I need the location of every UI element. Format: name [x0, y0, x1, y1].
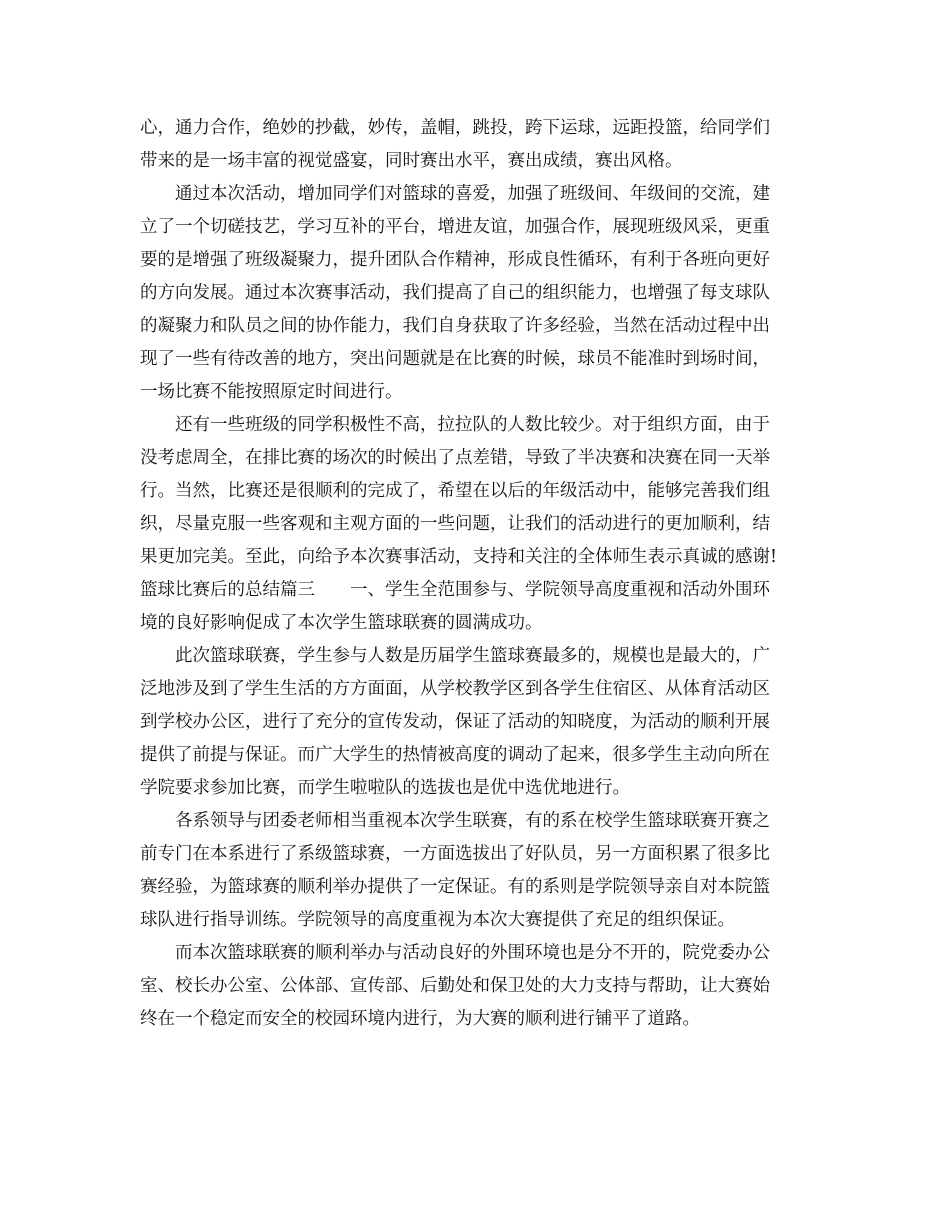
text-line: 学院要求参加比赛，而学生啦啦队的选拔也是优中选优地进行。: [140, 778, 630, 798]
text-line: 到学校办公区，进行了充分的宣传发动，保证了活动的知晓度，为活动的顺利开展: [140, 712, 770, 732]
text-line: 境的良好影响促成了本次学生篮球联赛的圆满成功。: [140, 613, 543, 633]
text-line: 果更加完美。至此，向给予本次赛事活动，支持和关注的全体师生表示真诚的感谢!: [140, 547, 778, 567]
text-line: 终在一个稳定而安全的校园环境内进行，为大赛的顺利进行铺平了道路。: [140, 1009, 700, 1029]
text-line: 提供了前提与保证。而广大学生的热情被高度的调动了起来，很多学生主动向所在: [140, 745, 770, 765]
text-line: 织，尽量克服一些客观和主观方面的一些问题，让我们的活动进行的更加顺利，结: [140, 514, 770, 534]
text-line: 室、校长办公室、公体部、宣传部、后勤处和保卫处的大力支持与帮助，让大赛始: [140, 976, 770, 996]
text-line: 还有一些班级的同学积极性不高，拉拉队的人数比较少。对于组织方面，由于: [140, 415, 770, 435]
text-line: 泛地涉及到了学生生活的方方面面，从学校教学区到各学生住宿区、从体育活动区: [140, 679, 770, 699]
text-line: 一场比赛不能按照原定时间进行。: [140, 382, 403, 402]
text-line: 各系领导与团委老师相当重视本次学生联赛，有的系在校学生篮球联赛开赛之: [140, 811, 770, 831]
text-line: 的方向发展。通过本次赛事活动，我们提高了自己的组织能力，也增强了每支球队: [140, 283, 770, 303]
text-line: 前专门在本系进行了系级篮球赛，一方面选拔出了好队员，另一方面积累了很多比: [140, 844, 770, 864]
text-line: 行。当然，比赛还是很顺利的完成了，希望在以后的年级活动中，能够完善我们组: [140, 481, 770, 501]
text-line: 的凝聚力和队员之间的协作能力，我们自身获取了许多经验，当然在活动过程中出: [140, 316, 770, 336]
text-line: 没考虑周全，在排比赛的场次的时候出了点差错，导致了半决赛和决赛在同一天举: [140, 448, 770, 468]
text-line: 而本次篮球联赛的顺利举办与活动良好的外围环境也是分不开的，院党委办公: [140, 943, 770, 963]
document-body-text: [140, 112, 820, 1036]
text-line: 赛经验，为篮球赛的顺利举办提供了一定保证。有的系则是学院领导亲自对本院篮: [140, 877, 770, 897]
text-line: 通过本次活动，增加同学们对篮球的喜爱，加强了班级间、年级间的交流，建: [140, 184, 770, 204]
section-heading-line: 篮球比赛后的总结篇三 一、学生全范围参与、学院领导高度重视和活动外围环: [140, 580, 770, 600]
text-line: 此次篮球联赛，学生参与人数是历届学生篮球赛最多的，规模也是最大的，广: [140, 646, 770, 666]
text-line: 立了一个切磋技艺，学习互补的平台，增进友谊，加强合作，展现班级风采，更重: [140, 217, 770, 237]
text-line: 心，通力合作，绝妙的抄截，妙传，盖帽，跳投，跨下运球，远距投篮，给同学们: [140, 118, 770, 138]
text-line: 球队进行指导训练。学院领导的高度重视为本次大赛提供了充足的组织保证。: [140, 910, 735, 930]
text-line: 带来的是一场丰富的视觉盛宴，同时赛出水平，赛出成绩，赛出风格。: [140, 151, 683, 171]
text-line: 要的是增强了班级凝聚力，提升团队合作精神，形成良性循环，有利于各班向更好: [140, 250, 770, 270]
text-line: 现了一些有待改善的地方，突出问题就是在比赛的时候，球员不能准时到场时间，: [140, 349, 770, 369]
